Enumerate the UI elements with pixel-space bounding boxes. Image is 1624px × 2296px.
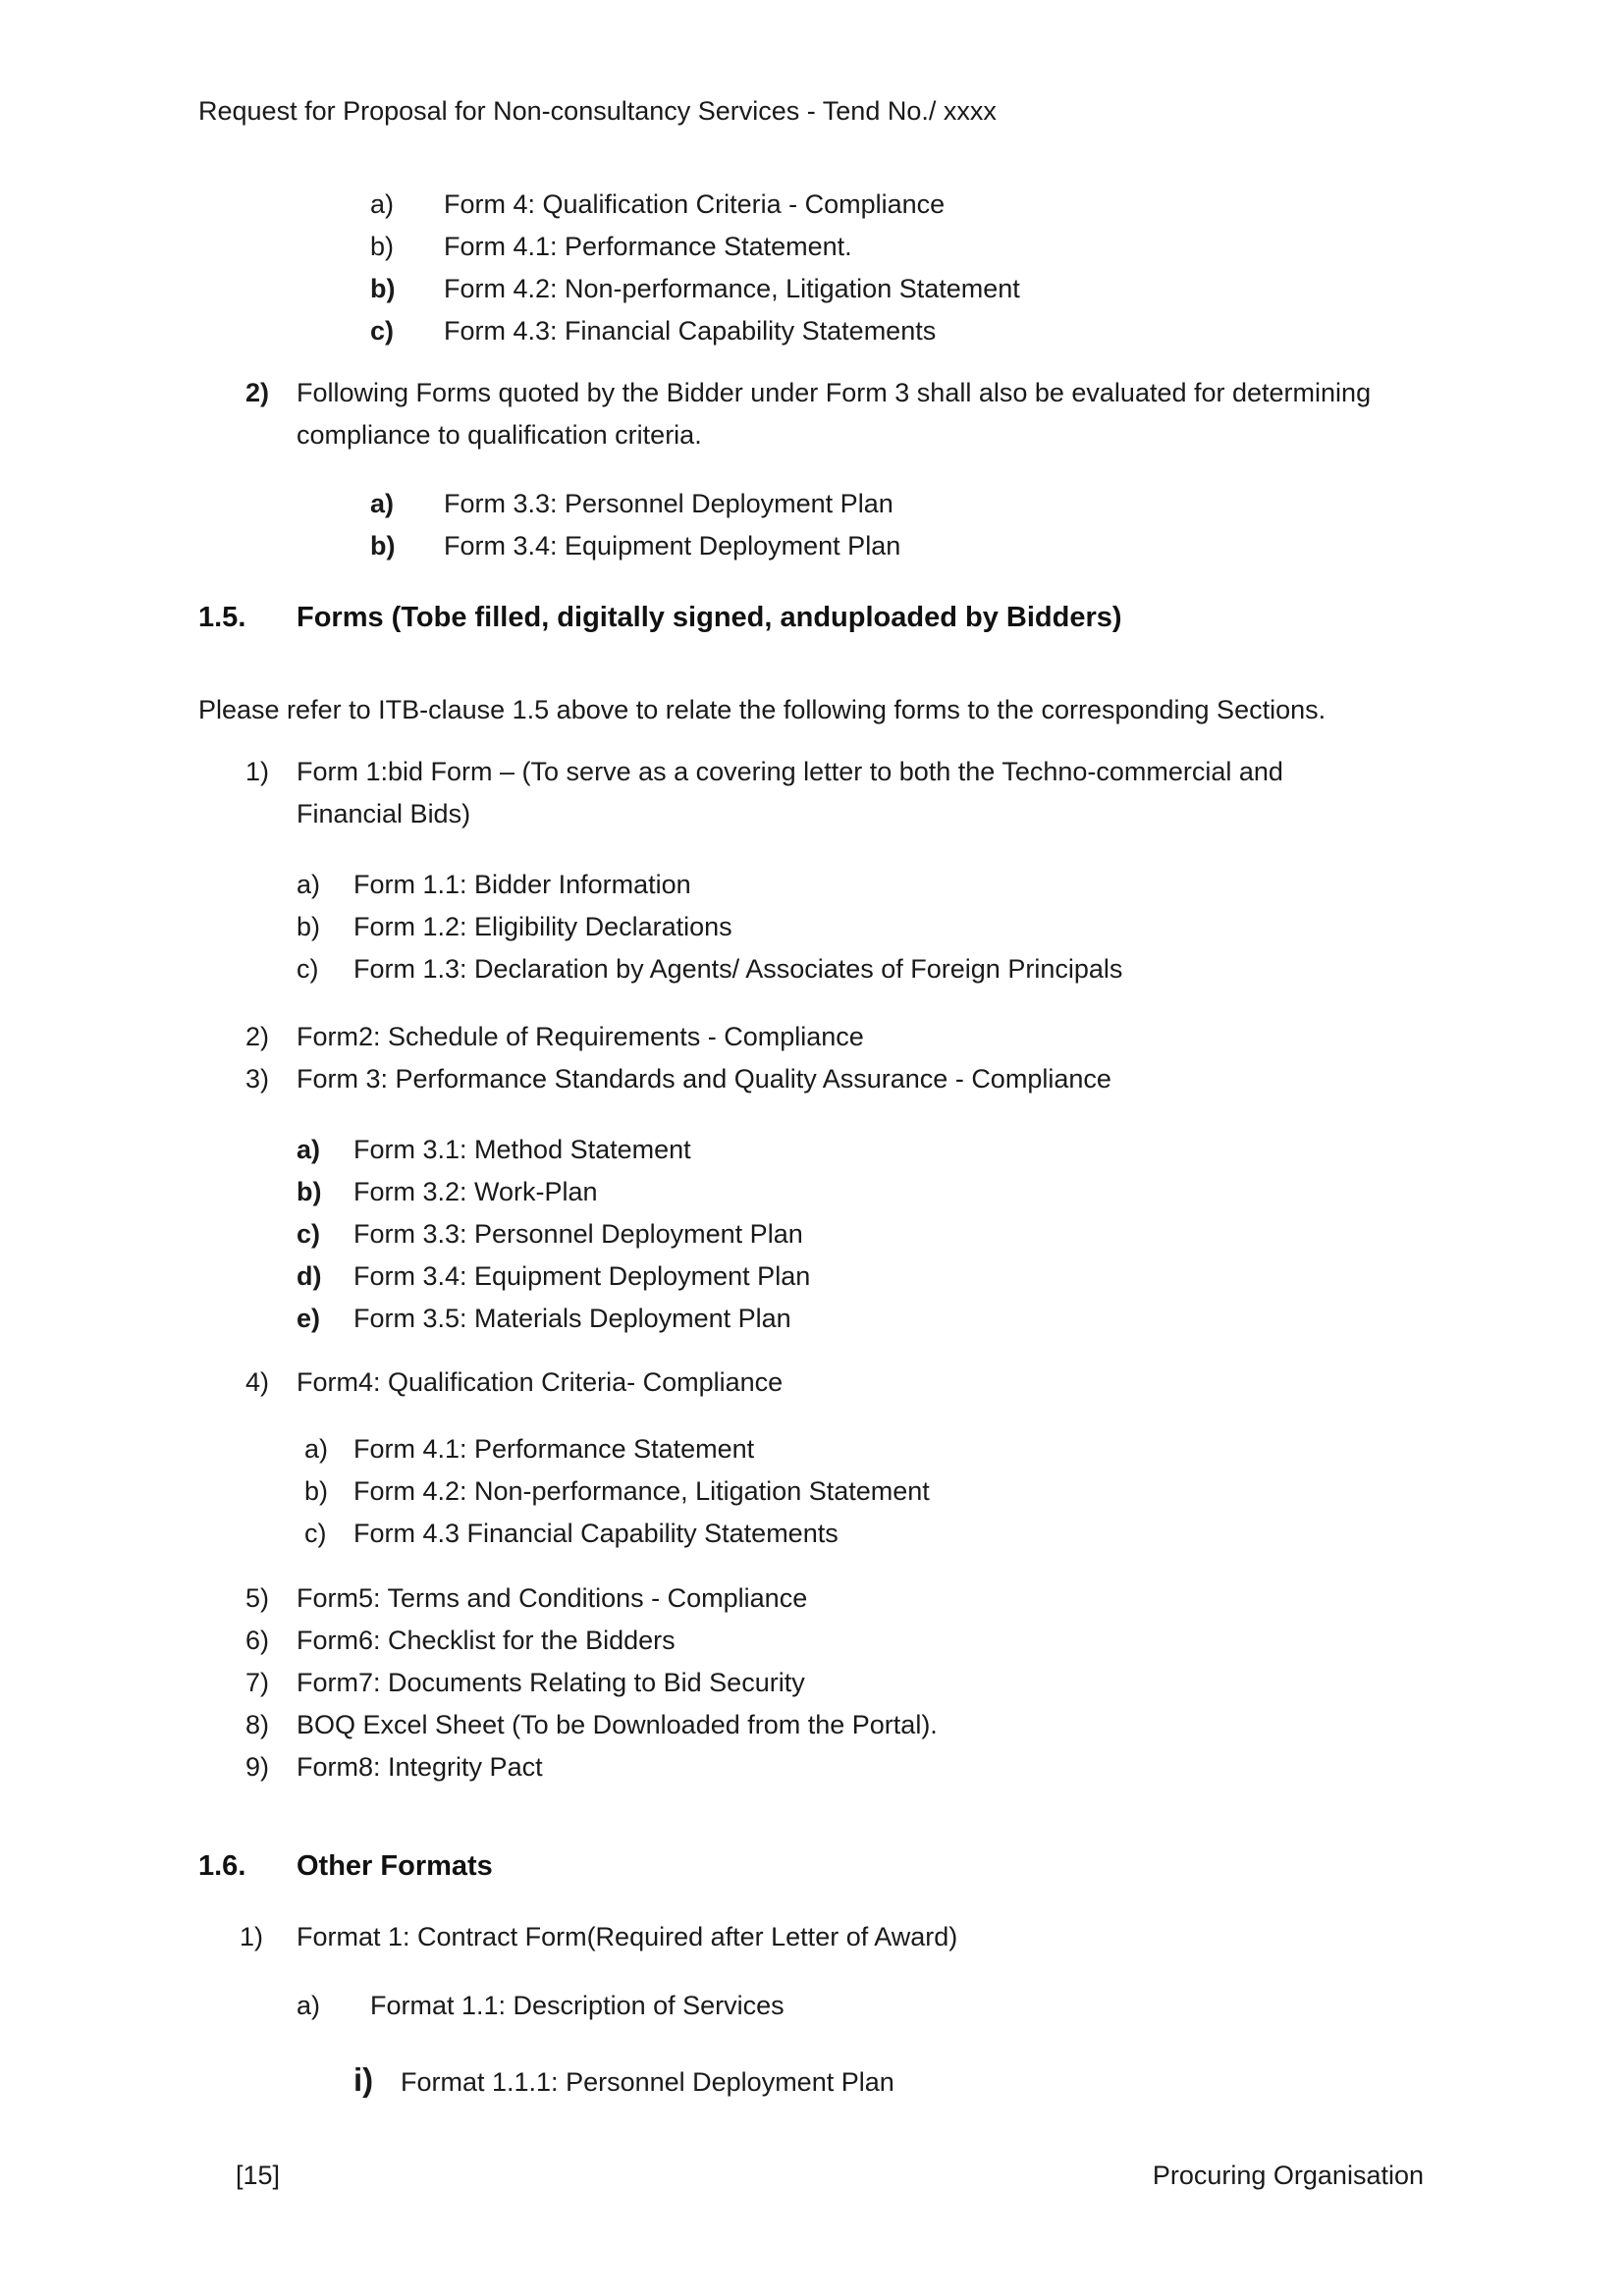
numbered-item-9	[0, 1746, 1624, 1789]
list-marker: b)	[304, 1476, 329, 1506]
intro-paragraph	[0, 689, 1624, 731]
list-item-text: Form 1.3: Declaration by Agents/ Associates of Foreign Principals	[353, 954, 1123, 984]
list-item-text: BOQ Excel Sheet (To be Downloaded from the Portal).	[297, 1710, 938, 1739]
numbered-items-2-3	[0, 1016, 1624, 1100]
list-item-text: Form 3.5: Materials Deployment Plan	[353, 1304, 791, 1333]
list-marker: 4)	[245, 1367, 270, 1397]
list-item	[0, 268, 1624, 310]
list-item	[0, 906, 1624, 948]
list-marker: 7)	[245, 1668, 270, 1697]
list-item-text: Form7: Documents Relating to Bid Security	[297, 1668, 805, 1697]
list-item-text	[297, 751, 1624, 835]
text-line: Following Forms quoted by the Bidder under Form 3 shall also be evaluated for determining	[297, 378, 1372, 407]
list-item-text: Form2: Schedule of Requirements - Compliance	[297, 1022, 864, 1051]
list-item-text: Form5: Terms and Conditions - Compliance	[297, 1583, 808, 1613]
list-marker: 9)	[245, 1752, 270, 1782]
numbered-item-1	[0, 751, 1624, 835]
list-marker: c)	[370, 316, 395, 346]
list-marker: 3)	[245, 1064, 270, 1094]
section-number: 1.6.	[198, 1850, 246, 1882]
list-item-text: Form 4.1: Performance Statement	[353, 1434, 755, 1464]
numbered-item-2	[0, 1016, 1624, 1058]
list-marker: b)	[297, 912, 321, 941]
list-marker: a)	[370, 489, 395, 518]
list-item	[0, 483, 1624, 525]
form1-sub-list	[0, 864, 1624, 990]
numbered-items-5-9	[0, 1577, 1624, 1789]
list-item-text: Form4: Qualification Criteria- Compliance	[297, 1367, 784, 1397]
list-item-text: Format 1.1: Description of Services	[370, 1991, 785, 2020]
list-item-text: Form 4.3: Financial Capability Statements	[444, 316, 937, 346]
section-title: Other Formats	[297, 1850, 493, 1882]
numbered-item-5	[0, 1577, 1624, 1620]
document-footer	[0, 2155, 1624, 2197]
list-item	[0, 1428, 1624, 1470]
document-header	[0, 90, 1624, 133]
list-item-text: Form 3.1: Method Statement	[353, 1135, 691, 1164]
list-item-text: Form 3: Performance Standards and Quality Assurance - Compliance	[297, 1064, 1111, 1094]
form3-sub-list	[0, 1129, 1624, 1340]
list-item-text: Form 1.2: Eligibility Declarations	[353, 912, 732, 941]
list-item-text: Form 3.4: Equipment Deployment Plan	[444, 531, 901, 561]
numbered-item-3	[0, 1058, 1624, 1100]
numbered-item-4	[0, 1362, 1624, 1404]
list-item-text: Form 3.3: Personnel Deployment Plan	[353, 1219, 803, 1249]
list-item-text: Form 3.3: Personnel Deployment Plan	[444, 489, 893, 518]
list-item-text: Form 1.1: Bidder Information	[353, 870, 691, 899]
list-marker: d)	[297, 1261, 322, 1291]
section-number: 1.5.	[198, 602, 246, 633]
list-marker: 1)	[245, 757, 270, 786]
form4-evaluation-list	[0, 184, 1624, 352]
text-line: Form 1:bid Form – (To serve as a covering letter to both the Techno-commercial and	[297, 757, 1283, 786]
numbered-item-8	[0, 1704, 1624, 1746]
list-item-text: Form 3.4: Equipment Deployment Plan	[353, 1261, 811, 1291]
list-marker: a)	[304, 1434, 329, 1464]
list-marker: 6)	[245, 1626, 270, 1655]
numbered-item-7	[0, 1662, 1624, 1704]
list-item	[0, 864, 1624, 906]
list-marker: 2)	[245, 378, 270, 407]
list-item-text	[297, 372, 1624, 456]
footer-org: Procuring Organisation	[1152, 2161, 1424, 2190]
numbered-item-2	[0, 372, 1624, 456]
numbered-item-6	[0, 1620, 1624, 1662]
list-item-text: Form6: Checklist for the Bidders	[297, 1626, 676, 1655]
list-item	[0, 1513, 1624, 1555]
list-marker: 5)	[245, 1583, 270, 1613]
text-line: Financial Bids)	[297, 799, 471, 828]
list-marker: b)	[370, 531, 396, 561]
list-marker: i)	[353, 2061, 374, 2098]
list-marker: 2)	[245, 1022, 270, 1051]
list-marker: 8)	[245, 1710, 270, 1739]
numbered-item-format-1	[0, 1916, 1624, 1958]
list-item	[0, 1129, 1624, 1171]
list-marker: c)	[297, 954, 319, 984]
list-item	[0, 948, 1624, 990]
list-marker: c)	[297, 1219, 321, 1249]
list-item	[0, 226, 1624, 268]
paragraph-text: Please refer to ITB-clause 1.5 above to relate the following forms to the corresponding Sections.	[198, 695, 1326, 724]
list-item	[0, 1298, 1624, 1340]
list-item-text: Form 3.2: Work-Plan	[353, 1177, 598, 1206]
list-marker: c)	[304, 1519, 327, 1548]
list-marker: b)	[370, 232, 395, 261]
list-item-text: Form 4: Qualification Criteria - Compliance	[444, 189, 946, 219]
list-item-text: Format 1.1.1: Personnel Deployment Plan	[401, 2067, 894, 2097]
sub-item-format-1-1	[0, 1985, 1624, 2027]
list-item	[0, 1171, 1624, 1213]
list-item	[0, 310, 1624, 352]
text-line: compliance to qualification criteria.	[297, 420, 702, 450]
page-number: [15]	[236, 2161, 281, 2190]
section-title: Forms (Tobe filled, digitally signed, anduploaded by Bidders)	[297, 602, 1122, 633]
list-item-text: Format 1: Contract Form(Required after Letter of Award)	[297, 1922, 958, 1951]
list-item-text: Form 4.3 Financial Capability Statements	[353, 1519, 839, 1548]
list-item	[0, 1255, 1624, 1298]
list-item	[0, 1213, 1624, 1255]
list-marker: b)	[297, 1177, 322, 1206]
list-marker: a)	[297, 1991, 321, 2020]
list-marker: a)	[297, 870, 321, 899]
list-item	[0, 525, 1624, 567]
list-marker: 1)	[240, 1922, 264, 1951]
list-item-text: Form8: Integrity Pact	[297, 1752, 543, 1782]
section-heading-1-5	[0, 596, 1624, 640]
sub-item-format-1-1-1	[0, 2058, 1624, 2104]
form4-sub-list	[0, 1428, 1624, 1555]
section-heading-1-6	[0, 1844, 1624, 1889]
list-item-text: Form 4.1: Performance Statement.	[444, 232, 852, 261]
list-marker: b)	[370, 274, 396, 303]
list-marker: a)	[370, 189, 395, 219]
list-item-text: Form 4.2: Non-performance, Litigation Statement	[444, 274, 1020, 303]
list-item-text: Form 4.2: Non-performance, Litigation Statement	[353, 1476, 930, 1506]
header-title: Request for Proposal for Non-consultancy Services - Tend No./ xxxx	[198, 96, 997, 126]
list-item	[0, 184, 1624, 226]
form3-evaluation-list	[0, 483, 1624, 567]
list-marker: e)	[297, 1304, 321, 1333]
list-item	[0, 1470, 1624, 1513]
list-marker: a)	[297, 1135, 321, 1164]
